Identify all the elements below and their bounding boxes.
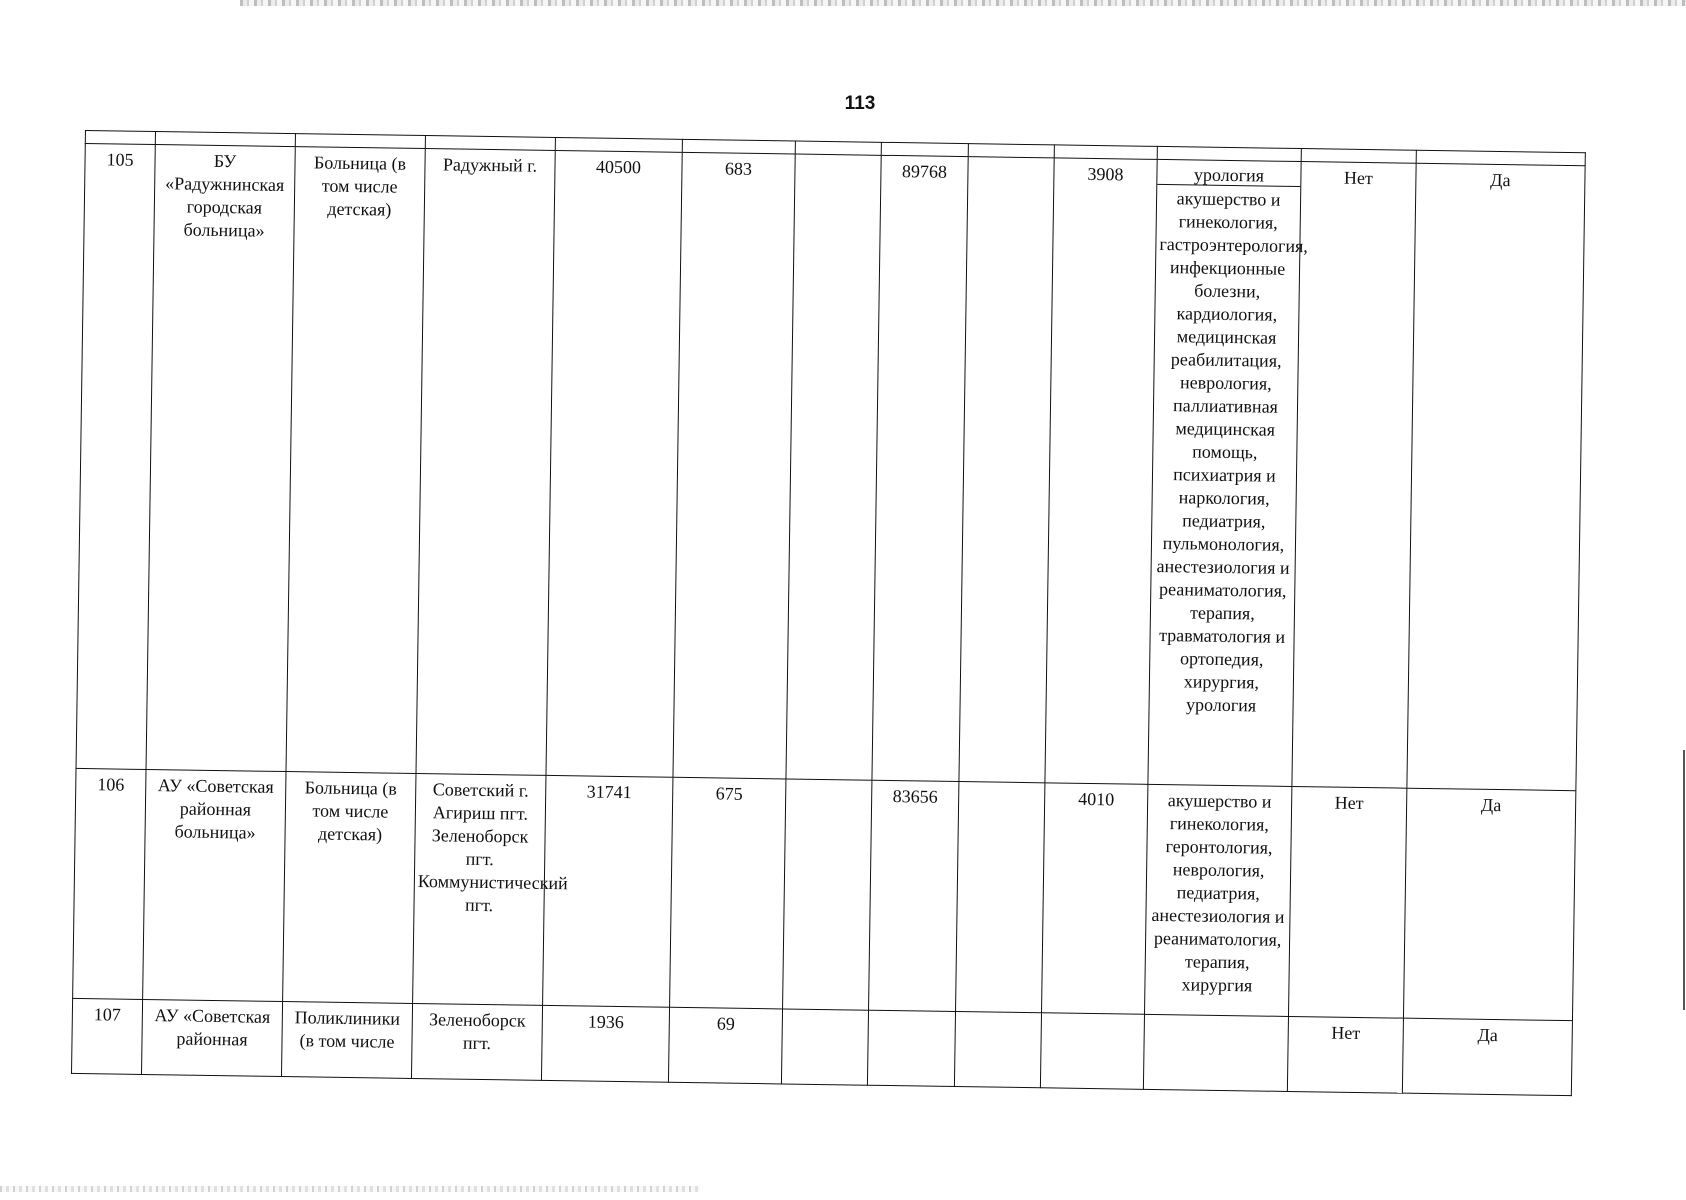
value-cell <box>959 157 1054 783</box>
value-cell <box>786 154 881 780</box>
value-cell: 683 <box>673 152 795 779</box>
value-cell: Да <box>1403 788 1575 1020</box>
value-cell: 4010 <box>1042 783 1148 1015</box>
value-cell: 31741 <box>543 775 673 1007</box>
medical-profiles: акушерство и гинекология, геронтология, неврология, педиатрия, анестезиология и реаниматология, терапия, хирургия <box>1144 784 1291 1016</box>
facility-type: Поликлиники (в том числе <box>281 1002 412 1079</box>
table-cell <box>85 131 155 145</box>
medical-profiles-carryover: урология <box>1157 164 1300 187</box>
value-cell: 83656 <box>869 780 959 1011</box>
value-cell <box>1040 1013 1144 1090</box>
value-cell: 69 <box>668 1007 782 1084</box>
value-cell <box>781 1009 868 1085</box>
table-row <box>76 144 1585 791</box>
row-number: 106 <box>73 768 146 999</box>
table-row <box>73 768 1576 1020</box>
scan-edge-bottom <box>0 1186 700 1192</box>
row-number: 105 <box>76 144 155 770</box>
row-number: 107 <box>72 998 143 1074</box>
table-cell <box>881 142 968 156</box>
locality: Советский г. Агириш пгт. Зеленоборск пгт. Коммунистический пгт. <box>413 773 546 1005</box>
scan-edge-top <box>240 0 1686 6</box>
value-cell: 89768 <box>872 155 968 781</box>
value-cell: Да <box>1402 1018 1572 1095</box>
table-cell <box>968 144 1054 158</box>
value-cell: Нет <box>1287 1016 1403 1093</box>
facility-type: Больница (в том числе детская) <box>283 772 416 1004</box>
organization-name: АУ «Советская районная <box>141 999 282 1076</box>
page-number: 113 <box>844 93 876 114</box>
value-cell <box>954 1012 1041 1088</box>
records-table <box>71 130 1586 1096</box>
facility-type: Больница (в том числе детская) <box>286 147 425 774</box>
organization-name: БУ «Радужнинская городская больница» <box>146 145 295 772</box>
scan-edge-right <box>1683 750 1685 1010</box>
value-cell: 3908 <box>1045 158 1157 784</box>
organization-name: АУ «Советская районная больница» <box>143 769 286 1001</box>
medical-profiles-cell <box>1148 159 1308 786</box>
scanned-table-region <box>71 130 1585 1107</box>
value-cell <box>867 1010 955 1086</box>
locality: Радужный г. <box>416 149 555 776</box>
value-cell <box>783 779 872 1010</box>
value-cell: 1936 <box>541 1005 669 1082</box>
value-cell: 40500 <box>546 150 682 777</box>
value-cell: Нет <box>1292 162 1416 789</box>
value-cell: Нет <box>1288 786 1406 1018</box>
value-cell <box>956 782 1045 1013</box>
table-cell <box>795 141 881 155</box>
value-cell: Да <box>1407 163 1585 790</box>
medical-profiles <box>1143 1014 1288 1091</box>
locality: Зеленоборск пгт. <box>411 1003 542 1080</box>
medical-profiles: акушерство и гинекология, гастроэнтерология, инфекционные болезни, кардиология, медицинская реабилитация, неврология, паллиативная медицинская помощь, психиатрия и наркология, педиатрия, пульмонология, анестезиология и реаниматология, терапия, травматология и ортопедия, хирургия, урология <box>1156 188 1308 716</box>
value-cell: 675 <box>670 777 786 1009</box>
